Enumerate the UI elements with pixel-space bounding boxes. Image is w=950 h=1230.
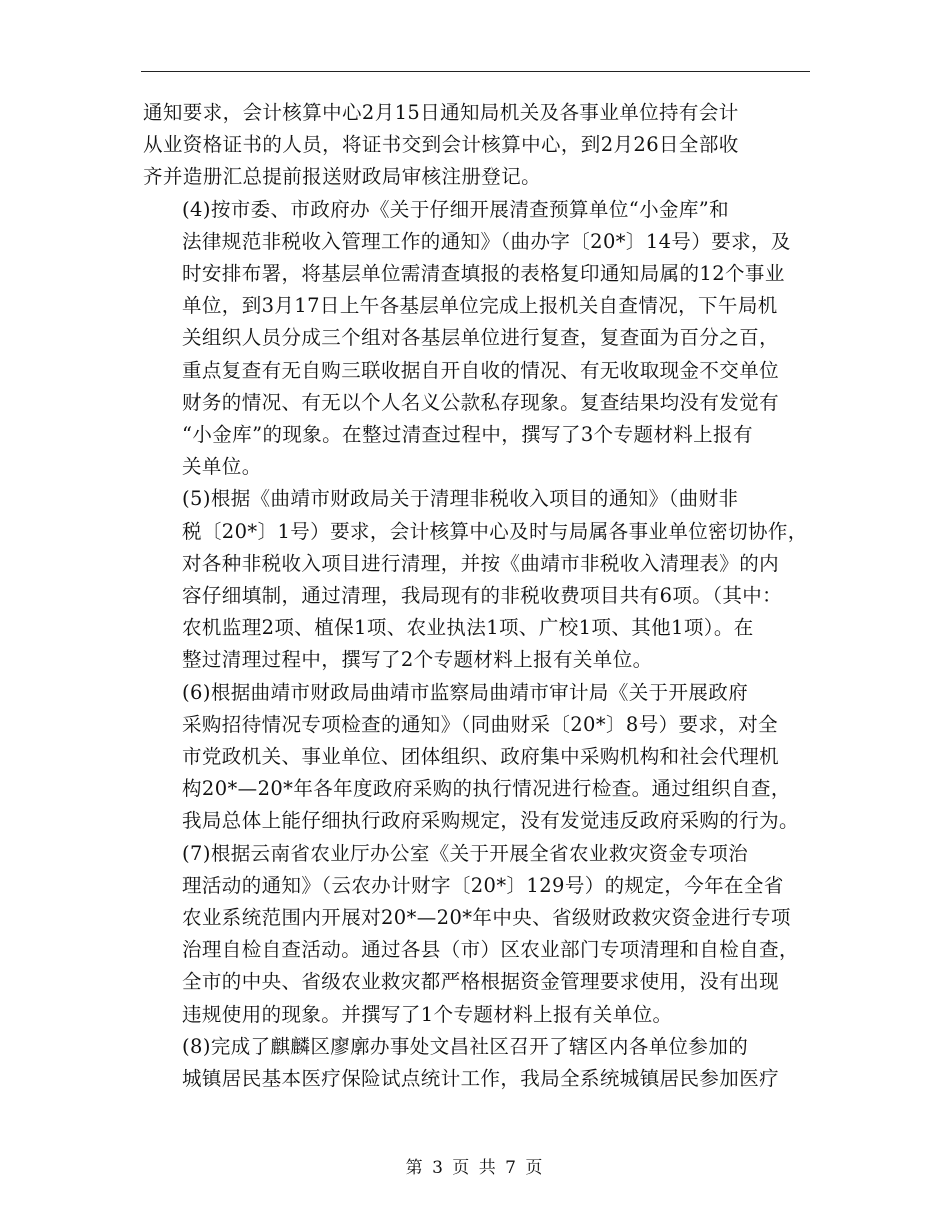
text-line: 违规使用的现象。并撰写了1个专题材料上报有关单位。: [182, 1002, 673, 1026]
paragraph: [143, 1031, 813, 1095]
text-line: (8)完成了麒麟区廖廓办事处文昌社区召开了辖区内各单位参加的: [182, 1034, 749, 1058]
text-line: 城镇居民基本医疗保险试点统计工作，我局全系统城镇居民参加医疗: [182, 1067, 780, 1091]
text-line: 齐并造册汇总提前报送财政局审核注册登记。: [143, 165, 542, 189]
text-line: 税〔20*〕1号）要求，会计核算中心及时与局属各事业单位密切协作，: [182, 519, 808, 543]
text-line: 整过清理过程中，撰写了2个专题材料上报有关单位。: [182, 648, 653, 672]
paragraph: [143, 483, 813, 676]
text-line: 关单位。: [182, 455, 262, 479]
text-line: 全市的中央、省级农业救灾都严格根据资金管理要求使用，没有出现: [182, 970, 780, 994]
header-rule: [141, 71, 810, 72]
paragraph: [143, 194, 813, 484]
text-line: 通知要求，会计核算中心2月15日通知局机关及各事业单位持有会计: [143, 101, 739, 124]
text-line: 采购招待情况专项检查的通知》（同曲财采〔20*〕8号）要求，对全: [182, 712, 779, 736]
paragraph: [143, 97, 813, 194]
text-line: 农业系统范围内开展对20*—20*年中央、省级财政救灾资金进行专项: [182, 906, 791, 930]
text-line: 市党政机关、事业单位、团体组织、政府集中采购机构和社会代理机: [182, 745, 780, 769]
text-line: 对各种非税收入项目进行清理，并按《曲靖市非税收入清理表》的内: [182, 551, 780, 575]
text-line: 重点复查有无自购三联收据自开自收的情况、有无收取现金不交单位: [182, 358, 780, 382]
paragraph: [143, 677, 813, 838]
text-line: 容仔细填制，通过清理，我局现有的非税收费项目共有6项。（其中：: [182, 584, 783, 608]
text-line: 单位，到3月17日上午各基层单位完成上报机关自查情况，下午局机: [182, 294, 778, 318]
text-line: (6)根据曲靖市财政局曲靖市监察局曲靖市审计局《关于开展政府: [182, 680, 749, 704]
text-line: 构20*—20*年各年度政府采购的执行情况进行检查。通过组织自查，: [182, 777, 791, 801]
text-line: 法律规范非税收入管理工作的通知》（曲办字〔20*〕14号）要求，及: [182, 229, 791, 253]
text-line: (4)按市委、市政府办《关于仔细开展清查预算单位“小金库”和: [182, 197, 730, 221]
text-line: 时安排布署，将基层单位需清查填报的表格复印通知局属的12个事业: [182, 262, 785, 286]
text-line: 我局总体上能仔细执行政府采购规定，没有发觉违反政府采购的行为。: [182, 809, 799, 833]
page-number-footer: 第 3 页 共 7 页: [405, 1158, 545, 1178]
paragraph: [143, 838, 813, 1031]
text-line: “小金库”的现象。在整过清查过程中，撰写了3个专题材料上报有: [182, 423, 753, 447]
text-line: 理活动的通知》（云农办计财字〔20*〕129号）的规定，今年在全省: [182, 873, 784, 897]
text-line: (7)根据云南省农业厅办公室《关于开展全省农业救灾资金专项治: [182, 841, 749, 865]
text-line: 农机监理2项、植保1项、农业执法1项、广校1项、其他1项）。在: [182, 616, 754, 640]
text-line: 关组织人员分成三个组对各基层单位进行复查，复查面为百分之百，: [182, 326, 780, 350]
text-line: 治理自检自查活动。通过各县（市）区农业部门专项清理和自检自查，: [182, 938, 799, 962]
text-line: 从业资格证书的人员，将证书交到会计核算中心，到2月26日全部收: [143, 133, 739, 157]
document-body: [143, 97, 813, 1095]
text-line: (5)根据《曲靖市财政局关于清理非税收入项目的通知》（曲财非: [182, 487, 739, 511]
text-line: 财务的情况、有无以个人名义公款私存现象。复查结果均没有发觉有: [182, 390, 780, 414]
